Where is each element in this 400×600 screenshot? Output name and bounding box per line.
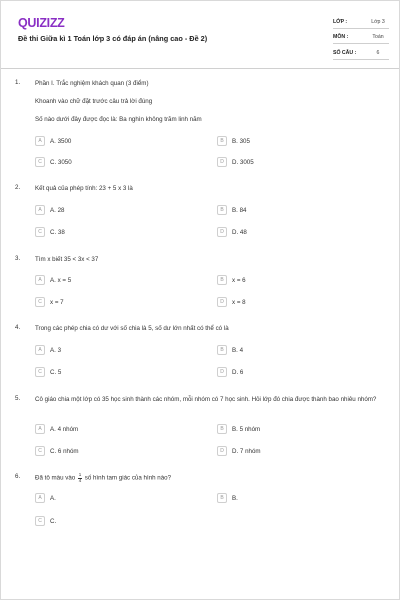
meta-value: 6 <box>376 49 380 56</box>
option-text: C. 38 <box>50 228 65 236</box>
answer-option-a[interactable] <box>35 204 64 216</box>
option-text: A. x = 5 <box>50 276 72 284</box>
option-letter-box: D <box>217 297 227 307</box>
option-text: B. 5 nhóm <box>232 425 261 433</box>
answer-option-c[interactable] <box>35 296 64 308</box>
option-text: B. 84 <box>232 206 247 214</box>
answer-option-b[interactable] <box>217 204 246 216</box>
option-letter-box: C <box>35 516 45 526</box>
question-number: 6. <box>15 473 21 480</box>
option-letter-box: A <box>35 136 45 146</box>
quizizz-logo: QUIZIZZ <box>18 16 65 30</box>
option-letter-box: D <box>217 367 227 377</box>
answer-option-a[interactable] <box>35 135 71 147</box>
option-text: B. 4 <box>232 346 244 354</box>
option-letter-box: D <box>217 227 227 237</box>
option-text: C. 3050 <box>50 158 72 166</box>
option-text: A. 3500 <box>50 137 72 145</box>
question-line: Cô giáo chia một lớp có 35 học sinh thành các nhóm, mỗi nhóm có 7 học sinh. Hỏi lớp đó chia được thành bao nhiêu nhóm? <box>35 396 377 403</box>
answer-option-b[interactable] <box>217 344 243 356</box>
option-letter-box: D <box>217 157 227 167</box>
option-letter-box: C <box>35 367 45 377</box>
option-text: x = 7 <box>50 298 64 306</box>
question-line: Tìm x biết 35 < 3x < 37 <box>35 256 99 263</box>
answer-option-c[interactable] <box>35 366 61 378</box>
question-number: 2. <box>15 184 21 191</box>
option-text: D. 48 <box>232 228 247 236</box>
answer-option-a[interactable] <box>35 344 61 356</box>
option-letter-box: B <box>217 424 227 434</box>
option-letter-box: B <box>217 205 227 215</box>
option-text: A. 3 <box>50 346 62 354</box>
question-line <box>35 473 385 483</box>
option-letter-box: D <box>217 446 227 456</box>
option-text: x = 6 <box>232 276 246 284</box>
answer-option-d[interactable] <box>217 156 254 168</box>
meta-row-grade <box>333 13 389 29</box>
question-number: 4. <box>15 324 21 331</box>
option-text: B. 305 <box>232 137 250 145</box>
question-line: Kết quả của phép tính: 23 + 5 x 3 là <box>35 185 133 192</box>
question-line: Phần I. Trắc nghiệm khách quan (3 điểm) <box>35 80 149 87</box>
question-line: Số nào dưới đây được đọc là: Ba nghìn không trăm linh năm <box>35 116 202 123</box>
option-text: C. 6 nhóm <box>50 447 79 455</box>
header-divider <box>1 68 400 69</box>
option-text: B. <box>232 494 238 502</box>
option-letter-box: C <box>35 227 45 237</box>
option-letter-box: A <box>35 345 45 355</box>
question-text-before: Đã tô màu vào <box>35 474 76 482</box>
question-number: 3. <box>15 255 21 262</box>
meta-value: Lớp 3 <box>371 18 385 25</box>
meta-label: SỐ CÂU : <box>333 49 357 56</box>
option-text: x = 8 <box>232 298 246 306</box>
answer-option-b[interactable] <box>217 423 260 435</box>
meta-label: LỚP : <box>333 18 348 25</box>
meta-label: MÔN : <box>333 34 349 40</box>
meta-row-question-count <box>333 44 389 60</box>
answer-option-d[interactable] <box>217 445 261 457</box>
answer-option-a[interactable] <box>35 492 56 504</box>
worksheet-title: Đề thi Giữa kì 1 Toán lớp 3 có đáp án (nâng cao - Đề 2) <box>18 34 208 43</box>
answer-option-b[interactable] <box>217 274 246 286</box>
question-number: 1. <box>15 79 21 86</box>
option-letter-box: C <box>35 446 45 456</box>
option-letter-box: A <box>35 205 45 215</box>
option-text: C. <box>50 517 57 525</box>
option-text: A. 28 <box>50 206 65 214</box>
answer-option-d[interactable] <box>217 226 247 238</box>
fraction-denominator: 4 <box>78 477 82 483</box>
option-letter-box: B <box>217 136 227 146</box>
option-letter-box: C <box>35 297 45 307</box>
option-letter-box: B <box>217 345 227 355</box>
question-line: Khoanh vào chữ đặt trước câu trả lời đúng <box>35 98 153 105</box>
question-text-after: số hình tam giác của hình nào? <box>84 474 172 482</box>
answer-option-d[interactable] <box>217 296 246 308</box>
worksheet-meta <box>333 13 389 60</box>
answer-option-b[interactable] <box>217 492 238 504</box>
option-letter-box: C <box>35 157 45 167</box>
option-letter-box: A <box>35 493 45 503</box>
option-text: D. 6 <box>232 368 244 376</box>
question-line: Trong các phép chia có dư với số chia là 5, số dư lớn nhất có thể có là <box>35 325 229 332</box>
option-text: A. 4 nhóm <box>50 425 79 433</box>
answer-option-c[interactable] <box>35 445 79 457</box>
answer-option-b[interactable] <box>217 135 250 147</box>
option-letter-box: B <box>217 275 227 285</box>
option-text: A. <box>50 494 56 502</box>
option-letter-box: A <box>35 424 45 434</box>
option-text: D. 7 nhóm <box>232 447 261 455</box>
fraction-numerator: 1 <box>78 472 82 477</box>
option-text: C. 5 <box>50 368 62 376</box>
question-number: 5. <box>15 395 21 402</box>
option-text: D. 3005 <box>232 158 254 166</box>
answer-option-a[interactable] <box>35 423 78 435</box>
meta-row-subject <box>333 29 389 45</box>
answer-option-d[interactable] <box>217 366 243 378</box>
option-letter-box: B <box>217 493 227 503</box>
fraction-one-quarter <box>78 473 82 483</box>
meta-value: Toán <box>372 34 384 40</box>
answer-option-c[interactable] <box>35 156 72 168</box>
answer-option-c[interactable] <box>35 226 65 238</box>
answer-option-a[interactable] <box>35 274 71 286</box>
option-letter-box: A <box>35 275 45 285</box>
answer-option-c[interactable] <box>35 515 56 527</box>
